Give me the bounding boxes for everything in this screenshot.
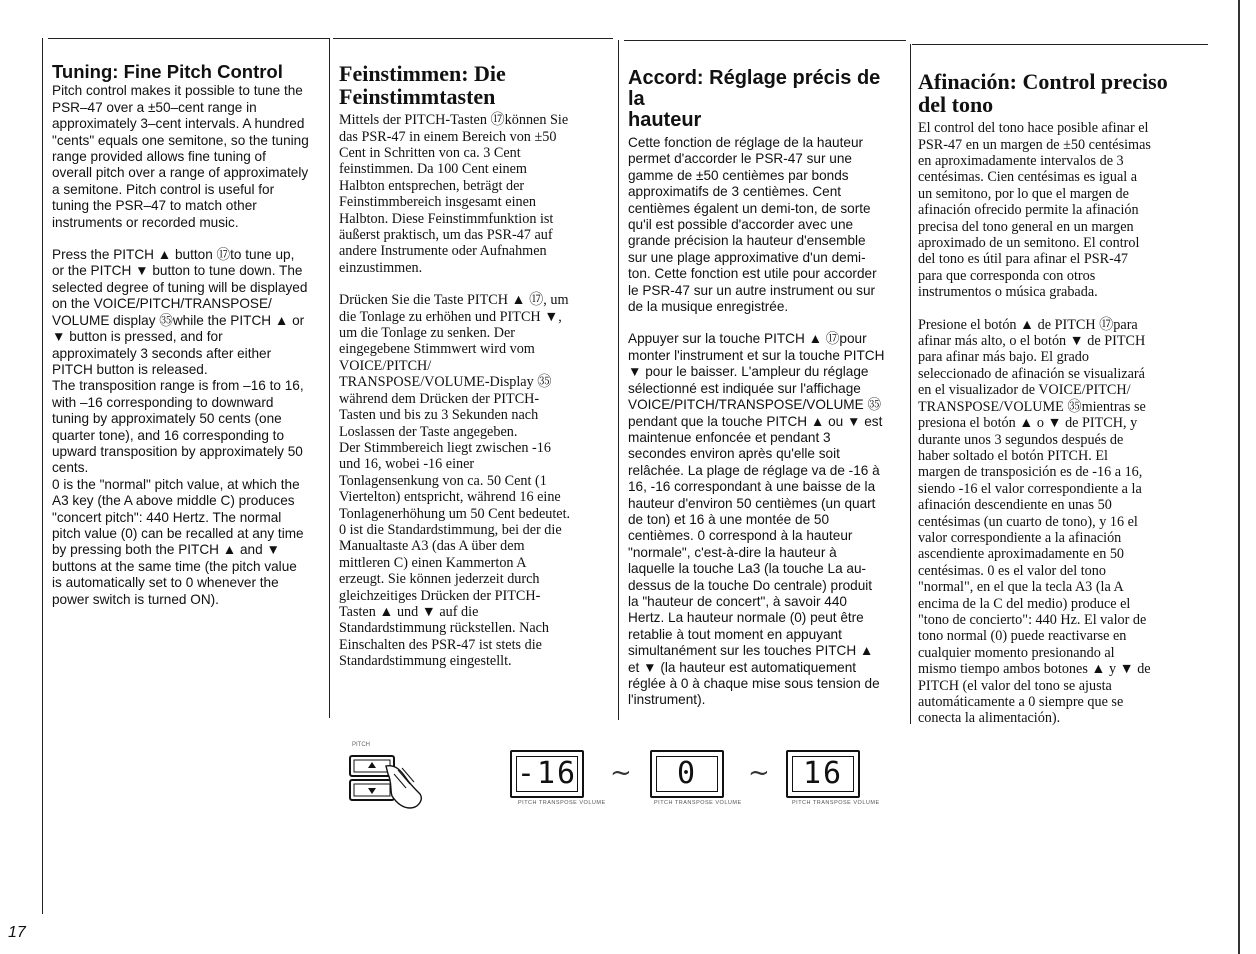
english-column bbox=[52, 62, 327, 608]
top-rule-1 bbox=[48, 38, 330, 39]
english-title: Tuning: Fine Pitch Control bbox=[52, 61, 283, 82]
pressing-hand-icon bbox=[386, 766, 421, 808]
german-title: Feinstimmen: Die Feinstimmtasten bbox=[339, 61, 506, 110]
page-number: 17 bbox=[8, 924, 26, 941]
german-paragraph-1: Mittels der PITCH-Tasten ⑰können Sie das PSR-47 in einem Bereich von ±50 Cent in Schritten von ca. 3 Cent feinstimmen. Da 100 Cent einem Halbton entsprechen, beträgt der Feinstimmbereich insgesamt einen Halbton. Diese Feinstimmfunktion ist äußerst praktisch, um das PSR-47 auf andere Instrumente oder Aufnahmen einzustimmen. bbox=[339, 112, 569, 276]
display-plus16 bbox=[786, 750, 860, 798]
range-tilde-1: ~ bbox=[610, 758, 632, 788]
display-minus16 bbox=[510, 750, 584, 798]
pitch-caption: PITCH bbox=[352, 742, 370, 748]
english-paragraph-2: Press the PITCH ▲ button ⑰to tune up, or the PITCH ▼ button to tune down. The selected degree of tuning will be displayed on the VOICE/PITCH/TRANSPOSE/ VOLUME display ㉟while the PITCH ▲ or ▼ button is pressed, and for approximately 3 seconds after either PITCH button is released. The transposition range is from –16 to 16, with –16 corresponding to downward tuning by approximately 50 cents (one quarter tone), and 16 corresponding to upward transposition by approximately 50 cents. 0 is the "normal" pitch value, at which the A3 key (the A above middle C) produces "concert pitch": 440 Hertz. The normal pitch value (0) can be recalled at any time by pressing both the PITCH ▲ and ▼ buttons at the same time (the pitch value is automatically set to 0 whenever the power switch is turned ON). bbox=[52, 247, 308, 607]
french-column bbox=[628, 62, 898, 709]
french-paragraph-1: Cette fonction de réglage de la hauteur permet d'accorder le PSR-47 sur une gamme de ±50 centièmes par bonds approximatifs de 3 centièmes. Cent centièmes égalent un demi-ton, de sorte qu'il est possible d'accorder avec une grande précision la hauteur d'ensemble sur une plage approximative d'un demi- ton. Cette fonction est utile pour accorder le PSR-47 sur un autre instrument ou sur de la musique enregistrée. bbox=[628, 135, 877, 315]
range-tilde-2: ~ bbox=[748, 758, 770, 788]
display-caption-2: PITCH TRANSPOSE VOLUME bbox=[654, 800, 742, 806]
spanish-title: Afinación: Control preciso del tono bbox=[918, 69, 1168, 118]
column-divider-3 bbox=[910, 44, 911, 724]
column-divider-left bbox=[42, 38, 43, 914]
spanish-column bbox=[918, 62, 1200, 727]
top-rule-4 bbox=[912, 44, 1208, 45]
german-column bbox=[339, 62, 611, 670]
display-value-minus16: -16 bbox=[516, 756, 578, 791]
page-edge-mark bbox=[1238, 0, 1240, 954]
display-caption-1: PITCH TRANSPOSE VOLUME bbox=[518, 800, 606, 806]
french-paragraph-2: Appuyer sur la touche PITCH ▲ ⑰pour monter l'instrument et sur la touche PITCH ▼ pour le baisser. L'ampleur du réglage sélectionné est indiquée sur l'affichage VOICE/PITCH/TRANSPOSE/VOLUME ㉟ pendant que la touche PITCH ▲ ou ▼ est maintenue enfoncée et pendant 3 secondes environ après qu'elle soit relâchée. La plage de réglage va de -16 à 16, -16 correspondant à une baisse de la hauteur d'environ 50 centièmes (un quart de ton) et 16 à une montée de 50 centièmes. 0 correspond à la hauteur "normale", c'est-à-dire la hauteur à laquelle la touche La3 (la touche La au- dessus de la touche Do centrale) produit la "hauteur de concert", à savoir 440 Hertz. La hauteur normale (0) peut être retablie à tout moment en appuyant simultanément sur les touches PITCH ▲ et ▼ (la hauteur est automatiquement réglée à 0 à chaque mise sous tension de l'instrument). bbox=[628, 331, 885, 708]
pitch-buttons-graphic bbox=[346, 748, 456, 818]
display-value-plus16: 16 bbox=[802, 756, 844, 791]
column-divider-1 bbox=[329, 38, 330, 718]
display-value-zero: 0 bbox=[676, 756, 698, 791]
column-divider-2 bbox=[618, 40, 619, 720]
display-caption-3: PITCH TRANSPOSE VOLUME bbox=[792, 800, 880, 806]
spanish-paragraph-2: Presione el botón ▲ de PITCH ⑰para afinar más alto, o el botón ▼ de PITCH para afinar más bajo. El grado seleccionado de afinación se visualizará en el visualizador de VOICE/PITCH/ TRANSPOSE/VOLUME ㉟mientras se presiona el botón ▲ o ▼ de PITCH, y durante unos 3 segundos después de haber soltado el botón PITCH. El margen de transposición es de -16 a 16, siendo -16 el valor correspondiente a la afinación descendiente en unas 50 centésimas (un cuarto de tono), y 16 el valor correspondiente a la afinación ascendiente aproximadamente en 50 centésimas. 0 es el valor del tono "normal", en el que la tecla A3 (la A encima de la C del medio) produce el "tono de concierto": 440 Hz. El valor de tono normal (0) puede reactivarse en cualquier momento presionando al mismo tiempo ambos botones ▲ y ▼ de PITCH (el valor del tono se ajusta automáticamente a 0 siempre que se conecta la alimentación). bbox=[918, 316, 1151, 727]
spanish-paragraph-1: El control del tono hace posible afinar el PSR-47 en un margen de ±50 centésimas en aproximadamente intervalos de 3 centésimas. Cien centésimas es igual a un semitono, por lo que el margen de afinación ofrecido permite la afinación precisa del tono general en un margen aproximado de un semitono. El control del tono es útil para afinar el PSR-47 para que corresponda con otros instrumentos o música grabada. bbox=[918, 120, 1151, 301]
german-paragraph-2: Drücken Sie die Taste PITCH ▲ ⑰, um die Tonlage zu erhöhen und PITCH ▼, um die Tonlage zu senken. Der eingegebene Stimmwert wird vom VOICE/PITCH/ TRANSPOSE/VOLUME-Display ㉟ während dem Drücken der PITCH- Tasten und bis zu 3 Sekunden nach Loslassen der Taste angegeben. Der Stimmbereich liegt zwischen -16 und 16, wobei -16 einer Tonlagensenkung von ca. 50 Cent (1 Viertelton) entspricht, während 16 eine Tonlagenerhöhung um 50 Cent bedeutet. 0 ist die Standardstimmung, bei der die Manualtaste A3 (das A über dem mittleren C) einen Kammerton A erzeugt. Sie können jederzeit durch gleichzeitiges Drücken der PITCH- Tasten ▲ und ▼ auf die Standardstimmung rückstellen. Nach Einschalten des PSR-47 ist stets die Standardstimmung eingestellt. bbox=[339, 292, 571, 670]
pitch-illustration bbox=[340, 738, 880, 818]
top-rule-3 bbox=[624, 40, 906, 41]
top-rule-2 bbox=[333, 38, 613, 39]
english-paragraph-1: Pitch control makes it possible to tune the PSR–47 over a ±50–cent range in approximately 3–cent intervals. A hundred "cents" equals one semitone, so the tuning range provided allows fine tuning of overall pitch over a range of approximately a semitone. Pitch control is useful for tuning the PSR–47 to match other instruments or recorded music. bbox=[52, 83, 309, 230]
display-zero bbox=[650, 750, 724, 798]
french-title: Accord: Réglage précis de la hauteur bbox=[628, 67, 881, 131]
